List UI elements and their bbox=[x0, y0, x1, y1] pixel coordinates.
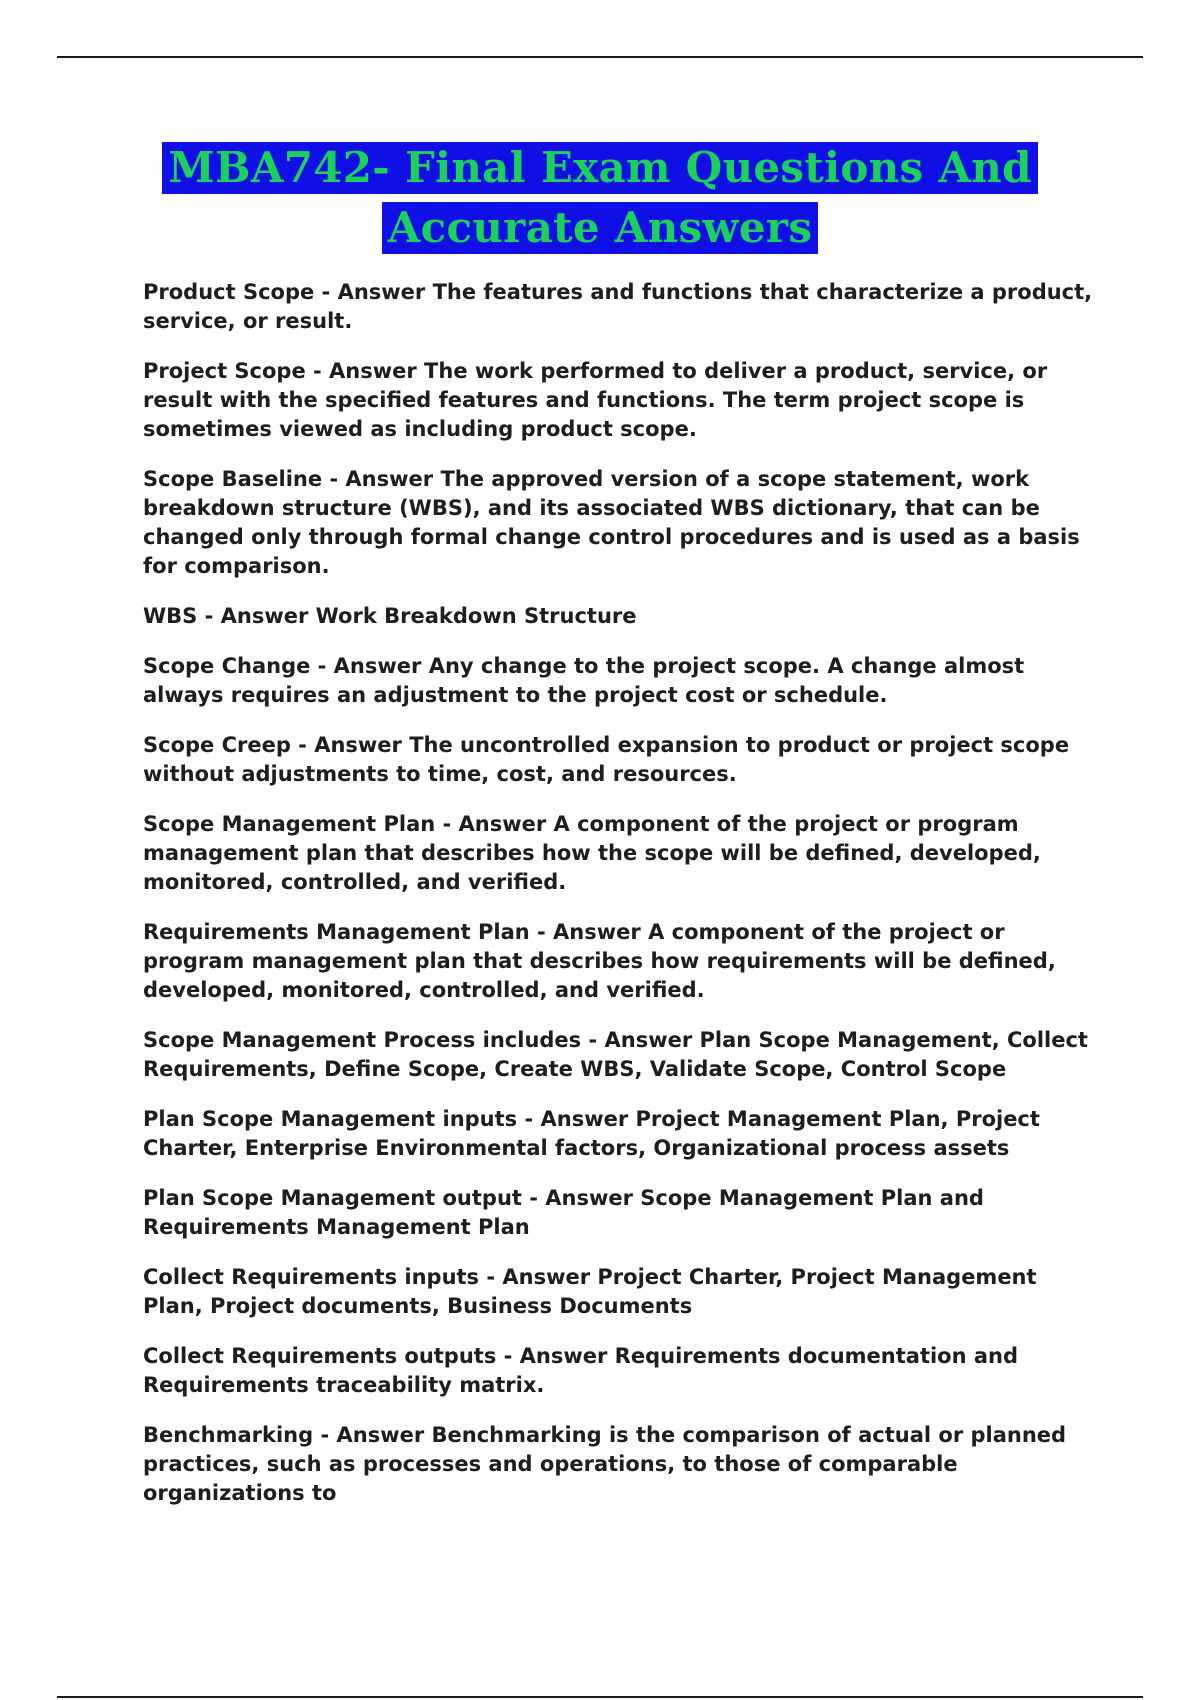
qa-entry-benchmarking: Benchmarking - Answer Benchmarking is the comparison of actual or planned practices, such as processes and operations, to those of comparable organizations to bbox=[143, 1423, 1067, 1505]
qa-entry-scope-baseline: Scope Baseline - Answer The approved version of a scope statement, work breakdown structure (WBS), and its associated WBS dictionary, that can be changed only through formal change control procedures and is used as a basis for comparison. bbox=[143, 467, 1080, 578]
qa-entry-requirements-management-plan: Requirements Management Plan - Answer A component of the project or program management plan that describes how requirements will be defined, developed, monitored, controlled, and verified. bbox=[143, 920, 1056, 1002]
qa-list bbox=[143, 278, 1103, 1529]
qa-entry-scope-management-process: Scope Management Process includes - Answer Plan Scope Management, Collect Requirements, Define Scope, Create WBS, Validate Scope, Control Scope bbox=[143, 1028, 1088, 1081]
qa-entry-product-scope: Product Scope - Answer The features and functions that characterize a product, service, or result. bbox=[143, 280, 1093, 333]
bottom-rule bbox=[57, 1696, 1143, 1698]
qa-entry-collect-requirements-outputs: Collect Requirements outputs - Answer Requirements documentation and Requirements traceability matrix. bbox=[143, 1344, 1019, 1397]
qa-entry-wbs: WBS - Answer Work Breakdown Structure bbox=[143, 604, 637, 628]
title-line-2: Accurate Answers bbox=[382, 202, 819, 254]
qa-entry-scope-change: Scope Change - Answer Any change to the project scope. A change almost always requires an adjustment to the project cost or schedule. bbox=[143, 654, 1025, 707]
qa-entry-collect-requirements-inputs: Collect Requirements inputs - Answer Project Charter, Project Management Plan, Project documents, Business Documents bbox=[143, 1265, 1037, 1318]
title-line-1: MBA742- Final Exam Questions And bbox=[162, 142, 1037, 194]
qa-entry-plan-scope-inputs: Plan Scope Management inputs - Answer Project Management Plan, Project Charter, Enterprise Environmental factors, Organizational process assets bbox=[143, 1107, 1040, 1160]
qa-entry-plan-scope-output: Plan Scope Management output - Answer Scope Management Plan and Requirements Management Plan bbox=[143, 1186, 984, 1239]
qa-entry-scope-creep: Scope Creep - Answer The uncontrolled expansion to product or project scope without adjustments to time, cost, and resources. bbox=[143, 733, 1070, 786]
top-rule bbox=[57, 56, 1143, 58]
document-title bbox=[0, 142, 1200, 254]
qa-entry-scope-management-plan: Scope Management Plan - Answer A component of the project or program management plan that describes how the scope will be defined, developed, monitored, controlled, and verified. bbox=[143, 812, 1041, 894]
qa-entry-project-scope: Project Scope - Answer The work performed to deliver a product, service, or result with the specified features and functions. The term project scope is sometimes viewed as including product scope. bbox=[143, 359, 1048, 441]
